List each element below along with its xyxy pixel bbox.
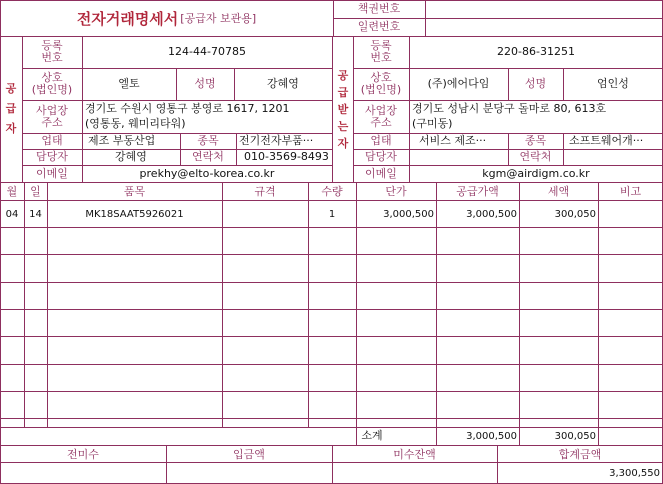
title-sub: [공급자 보관용] — [180, 12, 257, 25]
supplier-email-label: 이메일 — [36, 166, 68, 180]
footer-deposit — [166, 462, 330, 484]
receiver-email: kgm@airdigm.co.kr — [482, 166, 590, 180]
table-row-tax: 300,050 — [554, 208, 596, 220]
col-header-day: 일 — [30, 185, 41, 198]
supplier-name-label: 성명 — [194, 77, 216, 90]
subtotal-label: 소계 — [361, 429, 383, 442]
receiver-address-line2: (구미동) — [412, 117, 453, 130]
supplier-biz-item-label: 종목 — [197, 134, 219, 147]
subtotal-tax: 300,050 — [554, 430, 596, 442]
supplier-company-label: 상호 (법인명) — [31, 71, 73, 96]
col-header-note: 비고 — [619, 185, 642, 198]
supplier-address-line1: 경기도 수원시 영통구 봉영로 1617, 1201 — [85, 102, 290, 115]
supplier-reg-no-label: 등록 번호 — [41, 39, 63, 64]
footer-deposit-label: 입금액 — [233, 447, 265, 461]
supplier-biz-type-label: 업태 — [41, 134, 63, 147]
footer-unpaid-balance — [332, 462, 495, 484]
supplier-name: 강혜영 — [267, 77, 299, 90]
receiver-biz-item: 소프트웨어개··· — [569, 134, 644, 147]
table-row-qty: 1 — [328, 208, 336, 220]
supplier-biz-type: 제조 부동산업 — [88, 134, 156, 147]
supplier-address-label: 사업장 주소 — [36, 103, 68, 129]
receiver-phone — [566, 149, 662, 165]
table-row-unit-price: 3,000,500 — [383, 208, 434, 220]
supplier-phone: 010-3569-8493 — [244, 150, 329, 163]
receiver-phone-label: 연락처 — [519, 150, 552, 163]
col-header-tax: 세액 — [547, 185, 570, 198]
subtotal-supply: 3,000,500 — [466, 430, 517, 442]
title-main: 전자거래명세서 — [76, 9, 179, 28]
footer-prev-unpaid — [0, 462, 164, 484]
footer-prev-unpaid-label: 전미수 — [67, 447, 99, 461]
col-header-spec: 규격 — [254, 185, 276, 198]
book-volume-label: 책권번호 — [357, 2, 401, 15]
col-header-item: 품목 — [123, 185, 146, 198]
receiver-company-label: 상호 (법인명) — [360, 71, 402, 96]
supplier-phone-label: 연락처 — [192, 150, 224, 163]
receiver-reg-no-label: 등록 번호 — [370, 39, 392, 64]
supplier-company: 엘토 — [118, 77, 140, 90]
receiver-side-label: 공 급 받 는 자 — [337, 68, 349, 150]
table-row-day: 14 — [29, 208, 42, 220]
supplier-address-line2: (영통동, 웨미리타워) — [85, 117, 186, 130]
footer-total: 3,300,550 — [609, 467, 660, 479]
receiver-reg-no: 220-86-31251 — [497, 45, 575, 58]
receiver-email-label: 이메일 — [365, 166, 397, 180]
table-row-month: 04 — [5, 208, 19, 220]
supplier-manager-label: 담당자 — [36, 150, 68, 163]
receiver-biz-item-label: 종목 — [524, 134, 547, 147]
table-row-spec — [222, 201, 308, 227]
footer-total-label: 합계금액 — [558, 447, 602, 461]
col-header-supply-amount: 공급가액 — [456, 185, 499, 198]
col-header-month: 월 — [6, 185, 18, 198]
receiver-address-label: 사업장 주소 — [365, 103, 397, 129]
table-row-item: MK18SAAT5926021 — [85, 208, 184, 220]
receiver-manager-label: 담당자 — [365, 150, 397, 163]
supplier-reg-no: 124-44-70785 — [168, 45, 246, 58]
receiver-name: 엄인성 — [597, 77, 629, 90]
document-title — [0, 0, 333, 36]
receiver-biz-type-label: 업태 — [370, 134, 392, 147]
col-header-qty: 수량 — [321, 185, 343, 198]
receiver-address-line1: 경기도 성남시 분당구 돌마로 80, 613호 — [412, 102, 607, 115]
col-header-unit-price: 단가 — [385, 185, 407, 198]
receiver-company: (주)에어다임 — [427, 77, 490, 90]
supplier-email: prekhy@elto-korea.co.kr — [139, 166, 275, 180]
supplier-side-label: 공 급 자 — [5, 82, 17, 135]
supplier-manager: 강혜영 — [115, 150, 147, 163]
footer-unpaid-balance-label: 미수잔액 — [393, 447, 436, 461]
receiver-name-label: 성명 — [524, 77, 547, 90]
supplier-biz-item: 전기전자부품··· — [239, 134, 314, 147]
receiver-biz-type: 서비스 제조··· — [419, 134, 487, 147]
table-row-note — [598, 201, 663, 227]
book-serial-label: 일련번호 — [357, 20, 401, 33]
table-row-supply-amount: 3,000,500 — [466, 208, 517, 220]
receiver-manager — [409, 149, 508, 165]
